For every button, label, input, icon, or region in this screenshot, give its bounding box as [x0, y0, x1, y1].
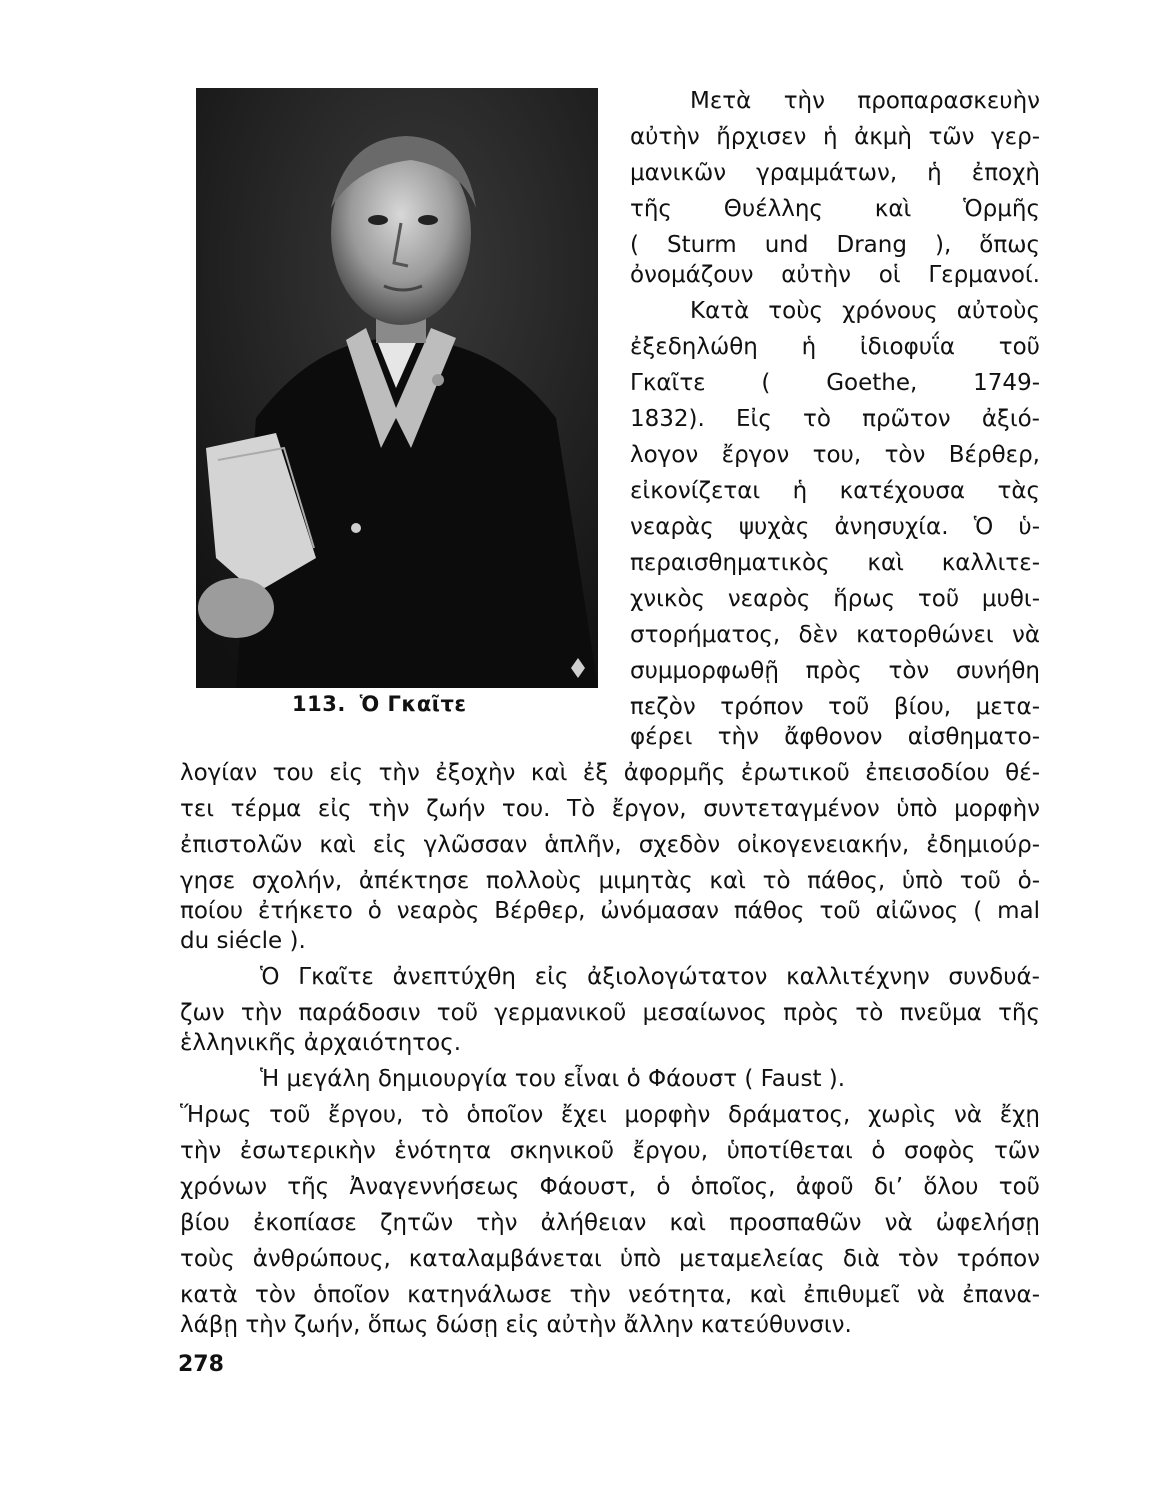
text-line: μανικῶν γραμμάτων, ἡ ἐποχὴ — [630, 160, 1040, 186]
text-line: τῆς Θυέλλης καὶ Ὁρμῆς — [630, 196, 1040, 222]
text-line: Κατὰ τοὺς χρόνους αὐτοὺς — [690, 298, 1040, 324]
text-line: χνικὸς νεαρὸς ἥρως τοῦ μυθι- — [630, 586, 1040, 612]
text-line: Ἡ μεγάλη δημιουργία του εἶναι ὁ Φάουστ ( Faust ). — [260, 1066, 846, 1092]
caption-number: 113. — [292, 692, 346, 716]
text-line: ὀνομάζουν αὐτὴν οἱ Γερμανοί. — [630, 262, 1040, 288]
portrait-image — [196, 88, 598, 688]
text-line: στορήματος, δὲν κατορθώνει νὰ — [630, 622, 1040, 648]
text-line: φέρει τὴν ἄφθονον αἰσθηματο- — [630, 724, 1040, 750]
text-line: ἐξεδηλώθη ἡ ἰδιοφυΐα τοῦ — [630, 334, 1040, 360]
text-line: αὐτὴν ἤρχισεν ἡ ἀκμὴ τῶν γερ- — [630, 124, 1040, 150]
text-line: ποίου ἐτήκετο ὁ νεαρὸς Βέρθερ, ὠνόμασαν πάθος τοῦ αἰῶνος ( mal — [180, 898, 1040, 924]
text-line: du siécle ). — [180, 928, 306, 954]
figure-caption — [292, 692, 502, 716]
text-line: πεζὸν τρόπον τοῦ βίου, μετα- — [630, 694, 1040, 720]
caption-text: Ὁ Γκαῖτε — [359, 692, 467, 716]
portrait-figure — [196, 88, 598, 688]
text-line: 1832). Εἰς τὸ πρῶτον ἀξιό- — [630, 406, 1040, 432]
text-line: συμμορφωθῇ πρὸς τὸν συνήθη — [630, 658, 1040, 684]
text-line: χρόνων τῆς Ἀναγεννήσεως Φάουστ, ὁ ὁποῖος, ἀφοῦ δι’ ὅλου τοῦ — [180, 1174, 1040, 1200]
text-line: λογον ἔργον του, τὸν Βέρθερ, — [630, 442, 1040, 468]
text-line: Γκαῖτε ( Goethe, 1749- — [630, 370, 1040, 396]
text-line: τει τέρμα εἰς τὴν ζωήν του. Τὸ ἔργον, συντεταγμένον ὑπὸ μορφὴν — [180, 796, 1040, 822]
text-line: τὴν ἐσωτερικὴν ἑνότητα σκηνικοῦ ἔργου, ὑποτίθεται ὁ σοφὸς τῶν — [180, 1138, 1040, 1164]
text-line: λάβῃ τὴν ζωήν, ὅπως δώσῃ εἰς αὐτὴν ἄλλην κατεύθυνσιν. — [180, 1312, 852, 1338]
text-line: γησε σχολήν, ἀπέκτησε πολλοὺς μιμητὰς καὶ τὸ πάθος, ὑπὸ τοῦ ὁ- — [180, 868, 1040, 894]
text-line: τοὺς ἀνθρώπους, καταλαμβάνεται ὑπὸ μεταμελείας διὰ τὸν τρόπον — [180, 1246, 1040, 1272]
text-line: εἰκονίζεται ἡ κατέχουσα τὰς — [630, 478, 1040, 504]
text-line: ἐπιστολῶν καὶ εἰς γλῶσσαν ἁπλῆν, σχεδὸν οἰκογενειακήν, ἐδημιούρ- — [180, 832, 1040, 858]
text-line: κατὰ τὸν ὁποῖον κατηνάλωσε τὴν νεότητα, καὶ ἐπιθυμεῖ νὰ ἐπανα- — [180, 1282, 1040, 1308]
text-line: Ἥρως τοῦ ἔργου, τὸ ὁποῖον ἔχει μορφὴν δράματος, χωρὶς νὰ ἔχῃ — [180, 1102, 1040, 1128]
text-line: βίου ἐκοπίασε ζητῶν τὴν ἀλήθειαν καὶ προσπαθῶν νὰ ὠφελήσῃ — [180, 1210, 1040, 1236]
text-line: ζων τὴν παράδοσιν τοῦ γερμανικοῦ μεσαίωνος πρὸς τὸ πνεῦμα τῆς — [180, 1000, 1040, 1026]
text-line: νεαρὰς ψυχὰς ἀνησυχία. Ὁ ὑ- — [630, 514, 1040, 540]
text-line: περαισθηματικὸς καὶ καλλιτε- — [630, 550, 1040, 576]
text-line: λογίαν του εἰς τὴν ἐξοχὴν καὶ ἐξ ἀφορμῆς ἐρωτικοῦ ἐπεισοδίου θέ- — [180, 760, 1040, 786]
text-line: Μετὰ τὴν προπαρασκευὴν — [690, 88, 1040, 114]
text-line: ἑλληνικῆς ἀρχαιότητος. — [180, 1030, 462, 1056]
text-line: ( Sturm und Drang ), ὅπως — [630, 232, 1040, 258]
text-line: Ὁ Γκαῖτε ἀνεπτύχθη εἰς ἀξιολογώτατον καλλιτέχνην συνδυά- — [260, 964, 1040, 990]
page-number: 278 — [178, 1352, 224, 1377]
